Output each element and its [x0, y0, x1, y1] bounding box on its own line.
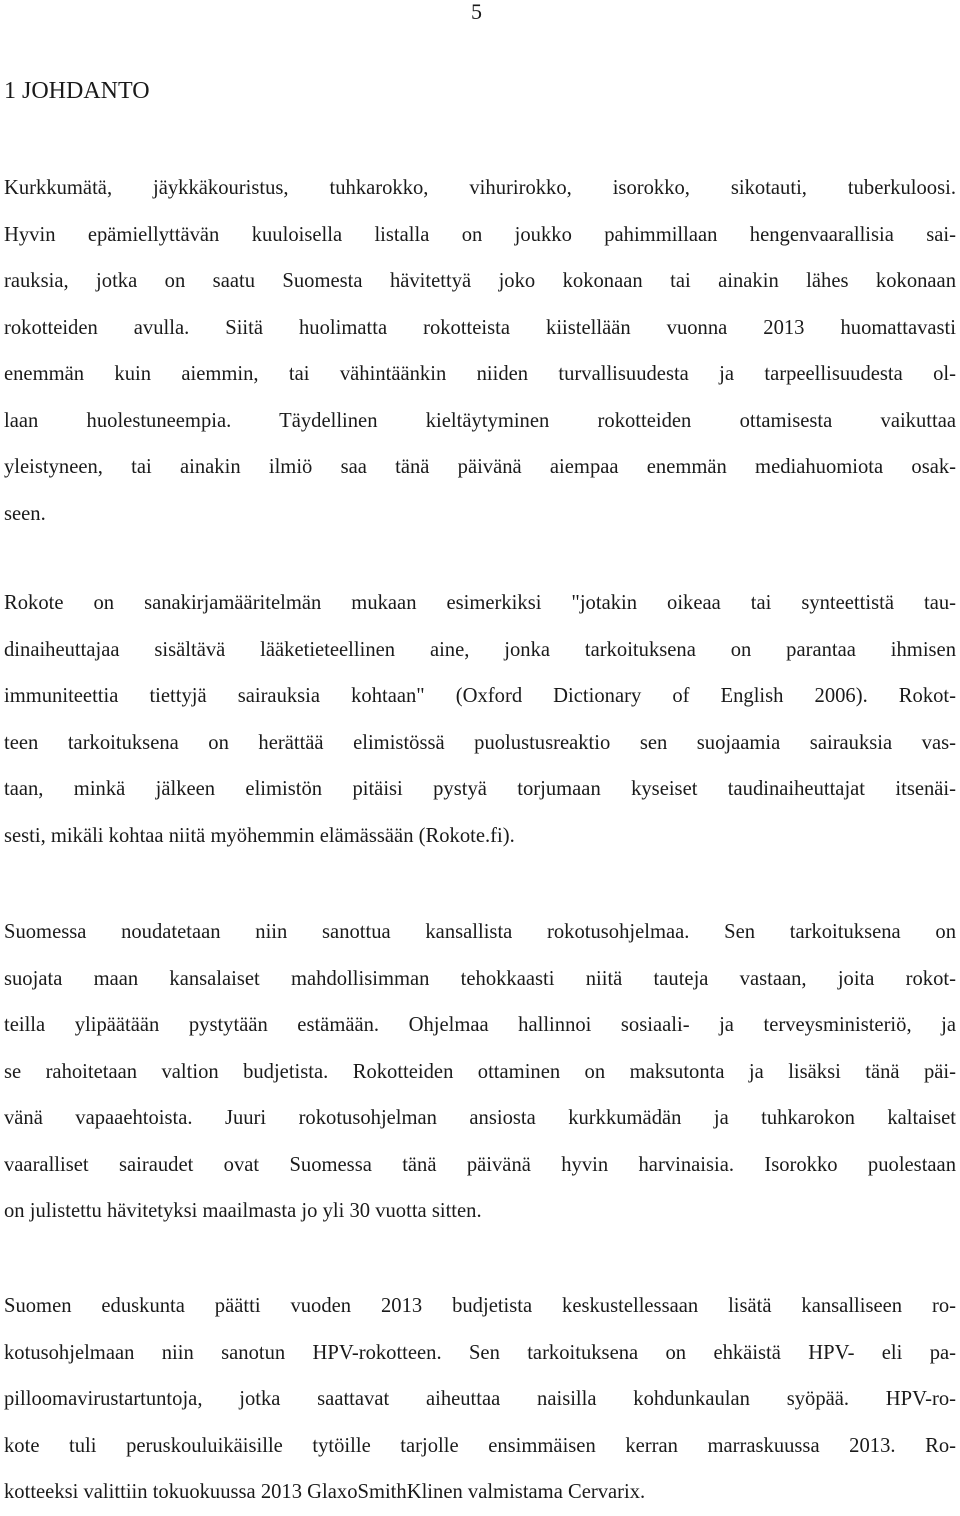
- text-line: teen tarkoituksena on herättää elimistössä puolustusreaktio sen suojaamia sairauksia vas-: [4, 731, 956, 754]
- paragraph-4: [4, 1283, 956, 1516]
- text-line: vänä vapaaehtoista. Juuri rokotusohjelman ansiosta kurkkumädän ja tuhkarokon kaltaiset: [4, 1107, 956, 1129]
- text-line: rauksia, jotka on saatu Suomesta hävitettyä joko kokonaan tai ainakin lähes kokonaan: [4, 270, 956, 292]
- text-line: kotusohjelmaan niin sanotun HPV-rokotteen. Sen tarkoituksena on ehkäistä HPV- eli pa-: [4, 1341, 956, 1364]
- text-line: seen.: [4, 502, 46, 525]
- paragraph-2: [4, 580, 956, 859]
- text-line: on julistettu hävitetyksi maailmasta jo yli 30 vuotta sitten.: [4, 1200, 482, 1222]
- text-line: yleistyneen, tai ainakin ilmiö saa tänä päivänä aiempaa enemmän mediahuomiota osak-: [4, 456, 956, 478]
- text-line: Kurkkumätä, jäykkäkouristus, tuhkarokko, vihurirokko, isorokko, sikotauti, tuberkuloosi.: [4, 177, 956, 199]
- text-line: immuniteettia tiettyjä sairauksia kohtaan" (Oxford Dictionary of English 2006). Rokot-: [4, 685, 956, 707]
- text-line: sesti, mikäli kohtaa niitä myöhemmin elämässään (Rokote.fi).: [4, 824, 515, 847]
- text-line: Suomen eduskunta päätti vuoden 2013 budjetista keskustellessaan lisätä kansalliseen ro-: [4, 1295, 956, 1317]
- paragraph-1: [4, 165, 956, 537]
- text-line: teilla ylipäätään pystytään estämään. Ohjelmaa hallinnoi sosiaali- ja terveysministeriö, ja: [4, 1014, 956, 1036]
- text-line: rokotteiden avulla. Siitä huolimatta rokotteista kiistellään vuonna 2013 huomattavasti: [4, 316, 956, 339]
- text-line: kote tuli peruskouluikäisille tytöille tarjolle ensimmäisen kerran marraskuussa 2013. Ro-: [4, 1434, 956, 1457]
- text-line: taan, minkä jälkeen elimistön pitäisi pystyä torjumaan kyseiset taudinaiheuttajat itsenäi-: [4, 778, 956, 800]
- text-line: vaaralliset sairaudet ovat Suomessa tänä päivänä hyvin harvinaisia. Isorokko puolestaan: [4, 1153, 956, 1176]
- text-line: suojata maan kansalaiset mahdollisimman tehokkaasti niitä tauteja vastaan, joita rokot-: [4, 967, 956, 990]
- page-number: 5: [471, 0, 482, 24]
- text-line: kotteeksi valittiin tokuokuussa 2013 GlaxoSmithKlinen valmistama Cervarix.: [4, 1481, 646, 1503]
- text-line: Hyvin epämiellyttävän kuuloisella listalla on joukko pahimmillaan hengenvaarallisia sai-: [4, 223, 956, 246]
- text-line: se rahoitetaan valtion budjetista. Rokotteiden ottaminen on maksutonta ja lisäksi tänä päi-: [4, 1060, 956, 1083]
- text-line: Rokote on sanakirjamääritelmän mukaan esimerkiksi "jotakin oikeaa tai synteettistä tau-: [4, 592, 956, 614]
- text-line: Suomessa noudatetaan niin sanottua kansallista rokotusohjelmaa. Sen tarkoituksena on: [4, 921, 956, 943]
- text-line: enemmän kuin aiemmin, tai vähintäänkin niiden turvallisuudesta ja tarpeellisuudesta ol-: [4, 363, 956, 385]
- text-line: dinaiheuttajaa sisältävä lääketieteellinen aine, jonka tarkoituksena on parantaa ihmisen: [4, 638, 956, 661]
- text-line: laan huolestuneempia. Täydellinen kieltäytyminen rokotteiden ottamisesta vaikuttaa: [4, 409, 956, 432]
- paragraph-3: [4, 909, 956, 1235]
- text-line: pilloomavirustartuntoja, jotka saattavat aiheuttaa naisilla kohdunkaulan syöpää. HPV-ro-: [4, 1388, 956, 1410]
- chapter-heading: 1 JOHDANTO: [4, 78, 150, 104]
